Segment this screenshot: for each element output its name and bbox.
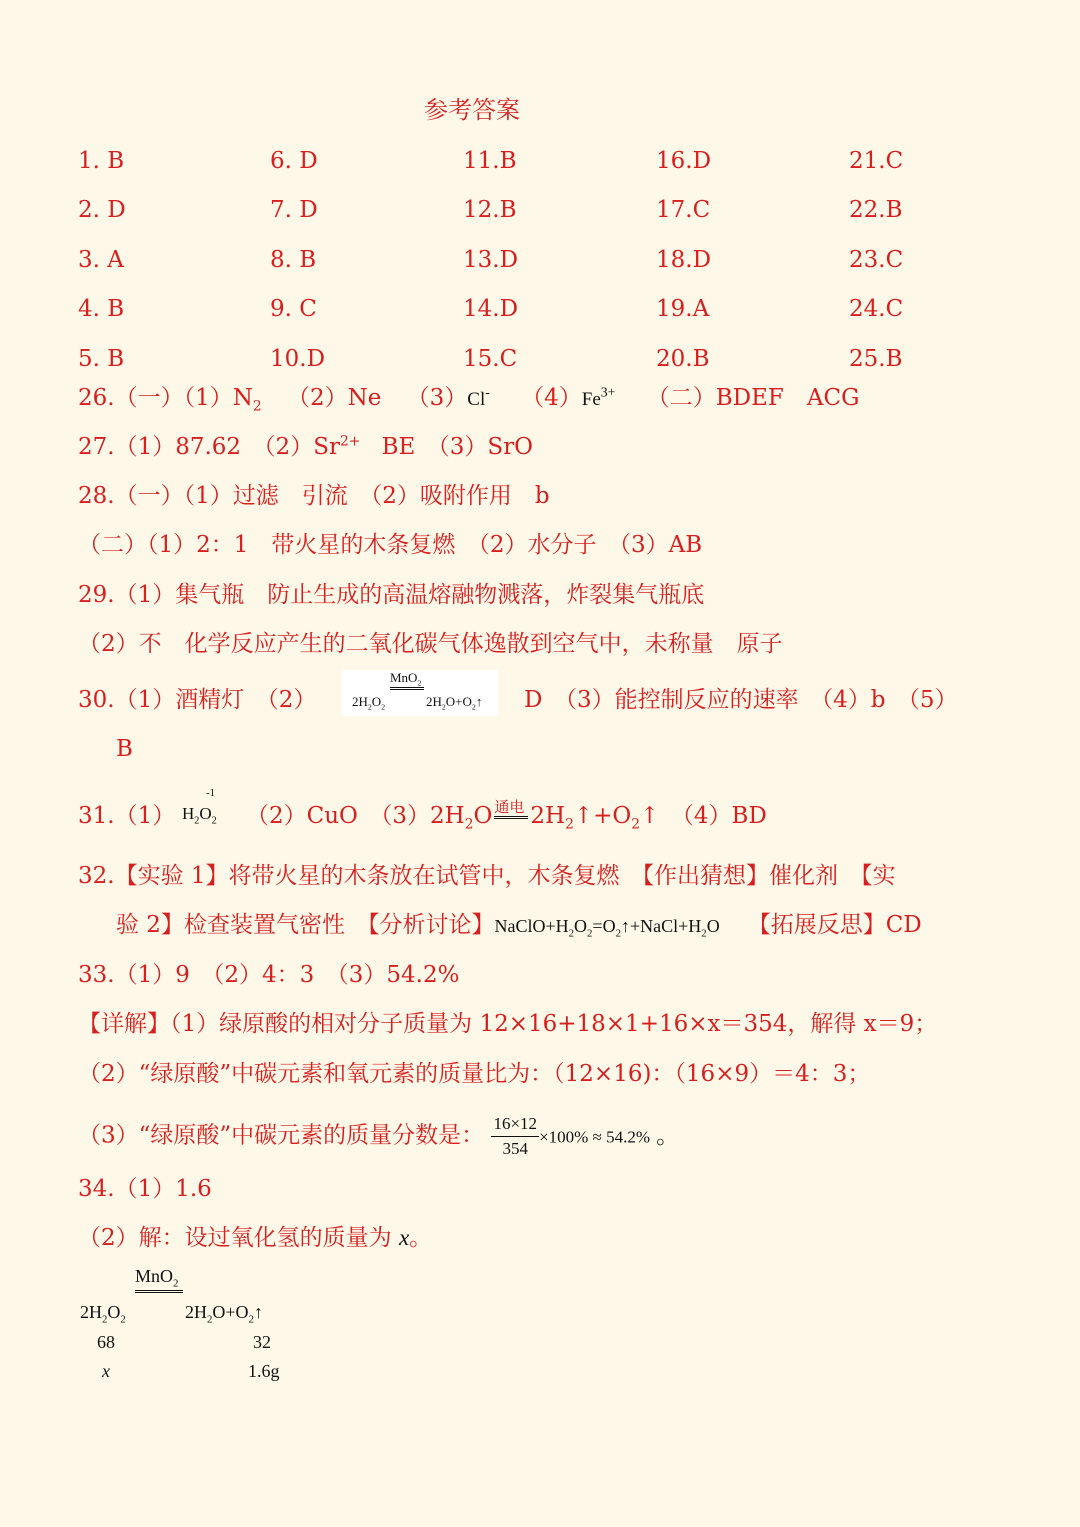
answer-29-line1: 29.（1）集气瓶 防止生成的高温熔融物溅落，炸裂集气瓶底: [78, 582, 705, 608]
mc-answer: 3. A: [78, 247, 124, 273]
chem-fe: Fe: [581, 389, 601, 410]
chem-cl: Cl: [467, 389, 486, 410]
mc-answer: 24.C: [849, 296, 904, 322]
percent-result: ×100% ≈ 54.2%: [539, 1127, 651, 1147]
reactant: $2H_2O_2$: [352, 694, 386, 712]
mc-answer: 5. B: [78, 346, 125, 372]
answer-33-line2: 【详解】（1）绿原酸的相对分子质量为 12×16+18×1+16×x＝354，解得 x＝9；: [78, 1011, 938, 1037]
answer-30-line1: 30.（1）酒精灯 （2）: [78, 687, 317, 713]
q27-part2: BE （3）SrO: [381, 434, 534, 460]
q26-part3: （3）: [406, 385, 468, 411]
catalyst-label: MnO$_2$: [390, 670, 422, 688]
molar-mass-h2o2: 68: [97, 1332, 115, 1352]
mc-answer: 9. C: [270, 296, 317, 322]
fraction: $\frac{16\times 12}{354}$: [493, 1114, 538, 1158]
mc-answer: 8. B: [270, 247, 317, 273]
mc-answer: 14.D: [463, 296, 519, 322]
mc-answer: 18.D: [656, 247, 712, 273]
answer-31-part2: （2）CuO $(3)2H_2O$ 通电 $2H_2↑+O_2↑$ （4）BD: [246, 797, 767, 833]
answer-30-part2: D （3）能控制反应的速率 （4）b （5）: [524, 687, 958, 713]
reactant: $2H_2O_2$: [80, 1302, 126, 1326]
mc-answer: 2. D: [78, 197, 126, 223]
unknown-mass: x: [102, 1361, 110, 1381]
calculation-block: [78, 1266, 338, 1396]
mc-answer: 21.C: [849, 148, 904, 174]
products: $2H_2O+O_2↑$: [426, 694, 483, 712]
page-title: 参考答案: [424, 96, 520, 124]
superscript: 2+: [339, 433, 361, 450]
answer-29-line2: （2）不 化学反应产生的二氧化碳气体逸散到空气中，未称量 原子: [78, 631, 783, 657]
answer-28-line2: （二）（1）2：1 带火星的木条复燃 （2）水分子 （3）AB: [78, 532, 703, 558]
answer-26: [78, 379, 859, 415]
mc-answer: 25.B: [849, 346, 903, 372]
subscript: 2: [252, 398, 262, 415]
answer-34-line2: （2）解：设过氧化氢的质量为 x。: [78, 1225, 433, 1251]
catalyst-label: MnO$_2$: [135, 1266, 179, 1290]
mc-answer: 13.D: [463, 247, 519, 273]
mc-answer: 4. B: [78, 296, 125, 322]
mc-answer: 10.D: [270, 346, 326, 372]
answer-30-line2: B: [116, 736, 133, 762]
q26-part2: （2）Ne: [286, 385, 382, 411]
mc-answer: 20.B: [656, 346, 710, 372]
answer-33-line1: 33.（1）9 （2）4：3 （3）54.2%: [78, 962, 460, 988]
q26-part5: （二）BDEF ACG: [646, 385, 860, 411]
mc-answer: 12.B: [463, 197, 517, 223]
answer-28-line1: 28.（一）（1）过滤 引流 （2）吸附作用 b: [78, 483, 550, 509]
q26-part4: （4）: [521, 385, 582, 411]
condition-label: 通电: [494, 797, 525, 816]
reaction-arrow: [390, 687, 424, 690]
mc-answer: 22.B: [849, 197, 903, 223]
valence: -1: [206, 787, 216, 799]
answer-32-line2: 验 2】检查装置气密性 【分析讨论】$NaClO+H_2O_2=O_2↑+NaCl+H_2O$ 【拓展反思】CD: [116, 912, 922, 940]
mc-answer: 1. B: [78, 148, 125, 174]
molar-mass-o2: 32: [253, 1332, 271, 1352]
reaction-arrow: [135, 1290, 183, 1293]
oxygen-mass: 1.6g: [248, 1361, 280, 1381]
answer-32-line1: 32.【实验 1】将带火星的木条放在试管中，木条复燃 【作出猜想】催化剂 【实: [78, 863, 896, 889]
superscript: 3+: [600, 384, 616, 400]
answer-33-line4: （3）“绿原酸”中碳元素的质量分数是： $\frac{16\times 12}{354}$ ×100% ≈ 54.2% 。: [78, 1112, 679, 1161]
mc-answer: 16.D: [656, 148, 712, 174]
q27-part1: 27.（1）87.62 （2）Sr: [78, 434, 340, 460]
reaction-equation: $NaClO+H_2O_2=O_2↑+NaCl+H_2O$: [494, 916, 720, 940]
mc-answer: 23.C: [849, 247, 904, 273]
mc-answer: 19.A: [656, 296, 710, 322]
answer-27: [78, 428, 533, 461]
equation-image: [342, 670, 498, 716]
mc-answer: 7. D: [270, 197, 318, 223]
mc-answer: 11.B: [463, 148, 517, 174]
mc-answer: 6. D: [270, 148, 318, 174]
q26-part1: 26.（一）（1）N: [78, 385, 253, 411]
mc-answer: 17.C: [656, 197, 711, 223]
answer-33-line3: （2）“绿原酸”中碳元素和氧元素的质量比为：（12×16)：（16×9）＝4：3；: [78, 1061, 871, 1087]
valence-formula: -1 $H_2O_2$: [182, 787, 217, 827]
answer-31-part1: 31.（1）: [78, 803, 176, 829]
mc-answer: 15.C: [463, 346, 518, 372]
products: $2H_2O+O_2↑$: [185, 1302, 263, 1326]
answer-34-line1: 34.（1）1.6: [78, 1176, 212, 1202]
superscript: -: [485, 384, 490, 400]
